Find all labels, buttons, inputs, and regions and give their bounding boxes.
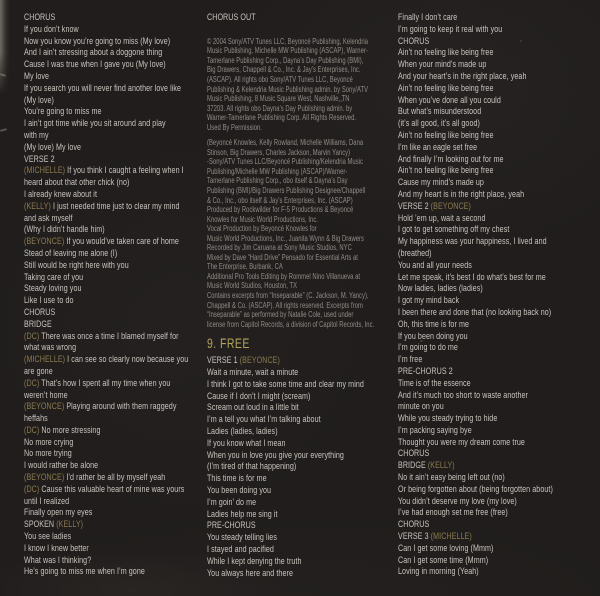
lyric-line: (DC) That’s how I spent all my time when you <box>24 377 171 389</box>
lyric-line: Ain’t no feeling like being free <box>398 129 494 141</box>
lyric-line: (My love) <box>24 94 54 106</box>
lyric-line: If you search you will never find another love like <box>24 82 182 94</box>
lyric-line: I would rather be alone <box>24 460 99 472</box>
fine-print-line: Publishing & Kelendria Music Publishing admin. by Sony/ATV <box>207 84 369 94</box>
lyric-line: Steady loving you <box>24 283 82 295</box>
lyric-line: I’m free <box>398 354 423 366</box>
lyric-line: And it’s much too short to waste another <box>398 389 529 401</box>
lyric-line: I’ve had enough set me free (free) <box>398 507 508 519</box>
lyric-line: CHORUS <box>398 35 430 47</box>
lyric-line: Time is of the essence <box>398 377 471 389</box>
scan-edge-artifact <box>0 0 11 95</box>
fine-print-line: (ASCAP). All rights obo Sony/ATV Tunes LLC, Beyoncé <box>207 74 353 84</box>
lyric-line: And I ain’t stressing about a doggone thing <box>24 47 163 59</box>
fine-print-line: Music World Productions, Inc., Juanita Wynn & Big Drawers <box>207 233 365 243</box>
lyric-line: I ain’t got time while you sit around and play <box>24 118 166 130</box>
lyric-line: I think I got to take some time and clear my mind <box>207 378 364 390</box>
lyric-line: If you been doing you <box>398 330 468 342</box>
fine-print-block <box>207 37 410 132</box>
lyrics-block <box>398 12 600 578</box>
lyric-line: While you steady trying to hide <box>398 413 498 425</box>
lyric-line: until I realized <box>24 495 70 507</box>
lyric-line: Ain’t no feeling like being free <box>398 82 494 94</box>
lyric-line: You and all your needs <box>398 259 472 271</box>
lyric-line: I’m a tell you what I’m talking about <box>207 414 321 426</box>
lyric-line: Ladies (ladies, ladies) <box>207 425 278 437</box>
lyric-line: CHORUS <box>398 519 430 531</box>
fine-print-line: -Sony/ATV Tunes LLC/Beyoncé Publishing/Kelendria Music <box>207 157 363 167</box>
lyric-line: Ladies help me sing it <box>207 508 278 520</box>
fine-print-line: Music Publishing, Michelle MW Publishing (ASCAP), Warner- <box>207 46 368 56</box>
lyric-line: And your heart’s in the right place, yeah <box>398 70 527 82</box>
lyric-line: (MICHELLE) I can see so clearly now because you <box>24 354 189 366</box>
lyric-line: CHORUS <box>398 448 430 460</box>
lyric-line: (I’m tired of that happening) <box>207 461 297 473</box>
lyric-line: You always here and there <box>207 567 293 579</box>
lyric-line: VERSE 1 (BEYONCE) <box>207 355 280 367</box>
lyric-line: Can I get some time (Mmm) <box>398 554 489 566</box>
lyrics-block <box>207 355 410 579</box>
lyric-line: While I kept denying the truth <box>207 555 302 567</box>
lyric-line: (KELLY) I just needed time just to clear my mind <box>24 200 180 212</box>
lyric-line: I stayed and pacified <box>207 543 274 555</box>
lyric-line: I already knew about it <box>24 188 98 200</box>
fine-print-line: Recorded by Jim Caruana at Sony Music Studios, NYC <box>207 243 352 253</box>
lyric-line: SPOKEN (KELLY) <box>24 519 84 531</box>
lyric-line: BRIDGE <box>24 318 52 330</box>
fine-print-line: & Co., Inc., obo itself & Jay’s Enterprises, Inc. (ASCAP) <box>207 195 353 205</box>
lyrics-block <box>207 12 410 24</box>
lyric-line: You didn’t deserve my love (my love) <box>398 495 517 507</box>
fine-print-line: “Inseparable” as performed by Natalie Cole, used under <box>207 310 354 320</box>
lyric-line: Ain’t no feeling like being free <box>398 165 494 177</box>
lyric-line: Let me speak, it’s best I do what’s best for me <box>398 271 546 283</box>
lyric-line: VERSE 2 <box>24 153 55 165</box>
fine-print-line: Music Publishing, 8 Music Square West, Nashville, TN <box>207 94 350 104</box>
lyric-line: (DC) Cause this valuable heart of mine was yours <box>24 483 185 495</box>
lyric-line: My love <box>24 70 50 82</box>
lyric-line: This time is for me <box>207 473 267 485</box>
fine-print-line: The Enterprise, Burbank, CA <box>207 262 283 272</box>
fine-print-line: Vocal Production by Beyoncé Knowles for <box>207 224 317 234</box>
lyric-line: CHORUS <box>24 12 56 23</box>
lyric-line: Finally I don’t care <box>398 12 458 23</box>
lyric-line: I got my mind back <box>398 295 460 307</box>
lyric-line: (breathed) <box>398 247 432 259</box>
lyric-line: Oh, this time is for me <box>398 318 470 330</box>
lyrics-block <box>24 12 227 578</box>
lyric-line: heffahs <box>24 413 48 425</box>
lyric-line: Still would be right here with you <box>24 259 129 271</box>
lyric-line: I’m packing saying bye <box>398 424 472 436</box>
lyric-line: (My love) My love <box>24 141 82 153</box>
fine-print-line: Publishing/Michelle MW Publishing (ASCAP)/Warner- <box>207 166 348 176</box>
lyric-line: Cause I was true when I gave you (My love) <box>24 59 166 71</box>
track-title <box>207 335 410 352</box>
fine-print-line: (Beyoncé Knowles, Kelly Rowland, Michelle Williams, Dana <box>207 138 364 148</box>
fine-print-line: Knowles for Music World Productions, Inc. <box>207 214 318 224</box>
lyric-line: I know I knew better <box>24 542 89 554</box>
lyric-line: I’m like an eagle set free <box>398 141 478 153</box>
lyric-line: what was wrong <box>24 342 77 354</box>
fine-print-line: Publishing (BMI)/Big Drawers Publishing Designee/Chappell <box>207 186 366 195</box>
lyric-line: BRIDGE (KELLY) <box>398 460 455 472</box>
lyrics-column-3 <box>398 12 600 578</box>
lyric-line: (it’s all good, it’s all good) <box>398 118 480 130</box>
lyric-line: Wait a minute, wait a minute <box>207 367 299 378</box>
lyric-line: minute on you <box>398 401 444 413</box>
fine-print-line: 37203. All rights obo Dayna’s Day Publishing admin. by <box>207 103 353 113</box>
lyric-line: I’m going to keep it real with you <box>398 23 503 35</box>
lyric-line: If you don’t know <box>24 23 79 35</box>
lyric-line: No more trying <box>24 448 72 460</box>
lyric-line: CHORUS <box>24 306 56 318</box>
lyric-line: Now ladies, ladies (ladies) <box>398 283 483 295</box>
lyrics-column-2 <box>207 12 410 579</box>
lyric-line: And finally I’m looking out for me <box>398 153 504 165</box>
lyric-line: I’m goin’ do me <box>207 496 257 508</box>
fine-print-line: Produced by Rockwilder for F-5 Productions & Beyoncé <box>207 205 354 215</box>
lyric-line: Loving in morning (Yeah) <box>398 566 479 578</box>
lyric-line: And my heart is in the right place, yeah <box>398 188 525 200</box>
lyric-line: (MICHELLE) If you think I caught a feeling when I <box>24 165 184 177</box>
lyric-line: Cause if I don’t I might (scream) <box>207 390 311 402</box>
fine-print-line: Additional Pro Tools Editing by Rommel Nino Villanueva at <box>207 271 361 281</box>
lyric-line: If you know what I mean <box>207 437 286 449</box>
lyric-line: Ain’t no feeling like being free <box>398 47 494 59</box>
lyric-line: Hold ’em up, wait a second <box>398 212 486 224</box>
lyric-line: weren’t home <box>24 389 68 401</box>
lyric-line: (DC) No more stressing <box>24 424 101 436</box>
lyric-line: What was I thinking? <box>24 554 92 566</box>
track-title-text: 9. FREE <box>207 335 250 352</box>
lyric-line: I got to get something off my chest <box>398 224 510 236</box>
fine-print-line: license from Capitol Records, a division of Capitol Records, Inc. <box>207 319 375 329</box>
lyric-line: When you’ve done all you could <box>398 94 501 106</box>
fine-print-line: Used By Permission. <box>207 122 262 132</box>
lyric-line: Finally open my eyes <box>24 507 93 519</box>
lyric-line: When your mind’s made up <box>398 59 487 71</box>
lyric-line: No more crying <box>24 436 74 448</box>
lyric-line: (Why I didn’t handle him) <box>24 224 105 236</box>
lyric-line: My happiness was your happiness, I lived and <box>398 236 547 248</box>
lyric-line: heard about that other chick (no) <box>24 177 130 189</box>
lyric-line: CHORUS OUT <box>207 12 256 23</box>
lyric-line: are gone <box>24 365 53 377</box>
lyric-line: Thought you were my dream come true <box>398 436 525 448</box>
lyric-line: PRE-CHORUS <box>207 520 256 532</box>
lyric-line: Stead of leaving me alone (I) <box>24 247 118 259</box>
fine-print-line: Tamerlane Publishing Corp., Dayna’s Day Publishing (BMI), <box>207 55 364 65</box>
lyric-line: Cause my mind’s made up <box>398 177 484 189</box>
lyric-line: He’s going to miss me when I’m gone <box>24 566 145 578</box>
lyric-line: Like I use to do <box>24 295 74 307</box>
lyric-line: (BEYONCE) Playing around with them raggedy <box>24 401 177 413</box>
fine-print-line: Music World Studios, Houston, TX <box>207 281 298 291</box>
lyric-line: with my <box>24 129 49 141</box>
fine-print-line: Chappell & Co. (ASCAP). All rights reserved. Excerpts from <box>207 300 363 310</box>
lyric-line: and ask myself <box>24 212 73 224</box>
lyric-line: (BEYONCE) If you would’ve taken care of home <box>24 236 179 248</box>
lyric-line: No it ain’t easy being left out (no) <box>398 472 505 484</box>
lyric-line: I been there and done that (no looking back no) <box>398 306 552 318</box>
scan-scratch-artifact <box>0 128 7 132</box>
fine-print-line: Big Drawers, Chappell & Co., Inc. & Jay’s Enterprises, Inc. <box>207 65 361 75</box>
lyric-line: VERSE 2 (BEYONCE) <box>398 200 471 212</box>
lyric-line: PRE-CHORUS 2 <box>398 365 453 377</box>
lyric-line: You been doing you <box>207 484 272 496</box>
lyric-line: When you in love you give your everything <box>207 449 344 461</box>
fine-print-line: Mixed by Dave “Hard Drive” Pensado for Essential Arts at <box>207 252 358 262</box>
fine-print-line: © 2004 Sony/ATV Tunes LLC, Beyoncé Publishing, Kelendria <box>207 36 369 46</box>
lyric-line: Scream out loud in a little bit <box>207 402 299 414</box>
lyric-line: You see ladies <box>24 531 72 543</box>
lyric-line: VERSE 3 (MICHELLE) <box>398 531 472 543</box>
fine-print-line: Warner-Tamerlane Publishing Corp. All Rights Reserved. <box>207 113 357 123</box>
lyric-line: But what’s misunderstood <box>398 106 482 118</box>
lyric-line: You steady telling lies <box>207 532 277 544</box>
lyric-line: Now you know you’re going to miss (My love) <box>24 35 171 47</box>
lyric-line: I’m going to do me <box>398 342 458 354</box>
lyric-line: Or being forgotten about (being forgotten about) <box>398 483 553 495</box>
fine-print-block <box>207 138 410 329</box>
lyric-line: Taking care of you <box>24 271 84 283</box>
fine-print-line: Tamerlane Publishing Corp., obo itself & Dayna’s Day <box>207 176 348 186</box>
lyric-line: (DC) There was once a time I blamed myself for <box>24 330 179 342</box>
fine-print-line: Contains excerpts from “Inseparable” (C. Jackson, M. Yancy), <box>207 291 369 301</box>
lyric-line: (BEYONCE) I’d rather be all by myself yeah <box>24 472 166 484</box>
lyric-line: Can I get some loving (Mmm) <box>398 542 494 554</box>
lyric-line: You’re going to miss me <box>24 106 102 118</box>
fine-print-line: Stinson, Big Drawers, Charles Jackson, Marvin Yancy) <box>207 147 351 157</box>
lyrics-column-1 <box>24 12 227 578</box>
